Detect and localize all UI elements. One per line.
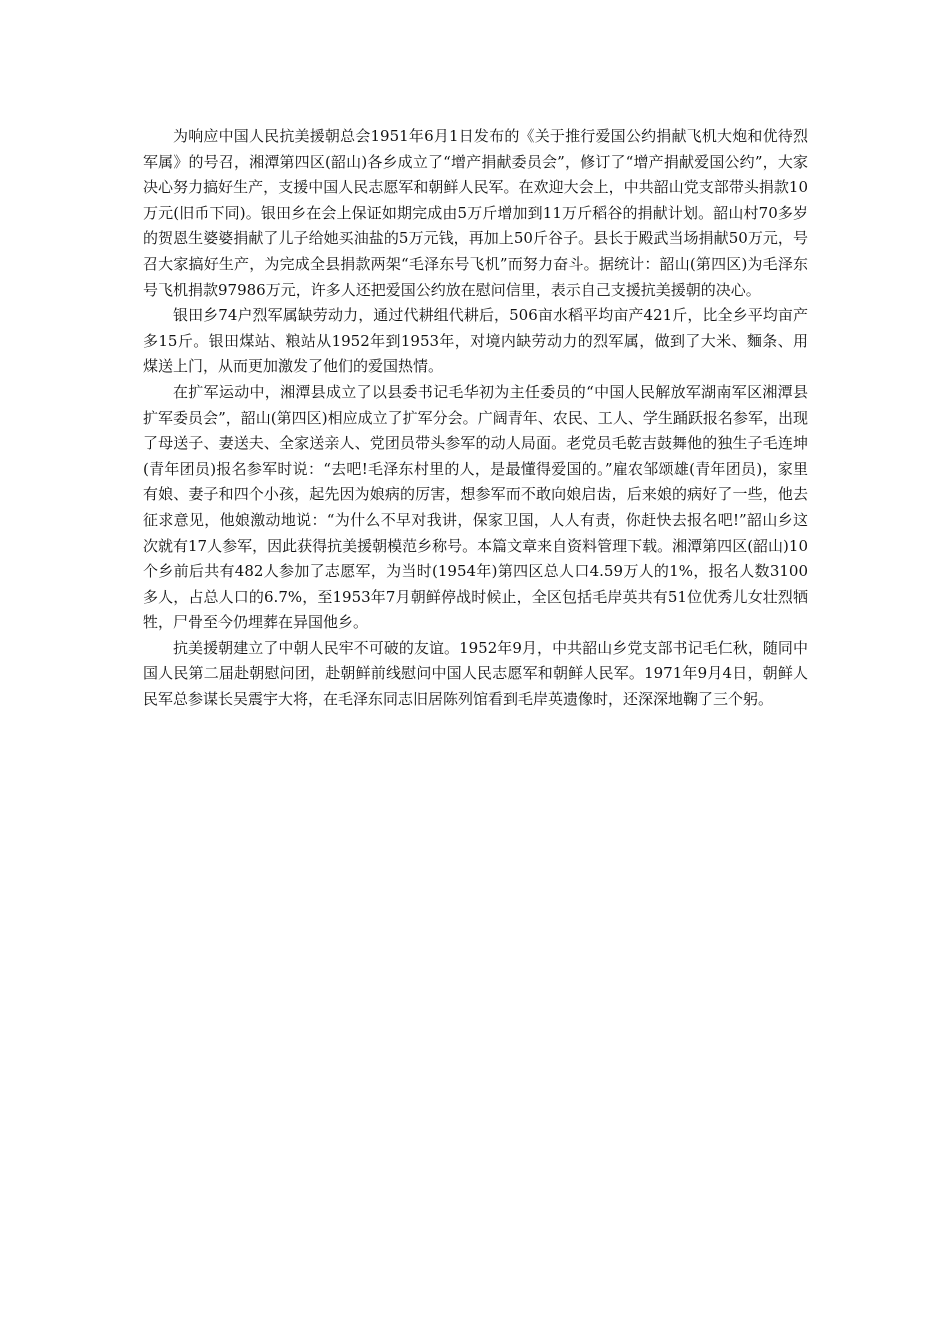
paragraph-friendship: 抗美援朝建立了中朝人民牢不可破的友谊。1952年9月，中共韶山乡党支部书记毛仁秋，随同中国人民第二届赴朝慰问团，赴朝鲜前线慰问中国人民志愿军和朝鲜人民军。1971年9月4日，朝鲜人民军总参谋长吴震宇大将，在毛泽东同志旧居陈列馆看到毛岸英遗像时，还深深地鞠了三个躬。 [143, 638, 808, 709]
paragraph-farming-support: 银田乡74户烈军属缺劳动力，通过代耕组代耕后，506亩水稻平均亩产421斤，比全乡平均亩产多15斤。银田煤站、粮站从1952年到1953年，对境内缺劳动力的烈军属，做到了大米、麵条、用煤送上门，从而更加激发了他们的爱国热情。 [143, 306, 808, 376]
paragraph-donation: 为响应中国人民抗美援朝总会1951年6月1日发布的《关于推行爱国公约捐献飞机大炮和优待烈军属》的号召，湘潭第四区(韶山)各乡成立了“增产捐献委员会”，修订了“增产捐献爱国公约”，大家决心努力搞好生产，支援中国人民志愿军和朝鲜人民军。在欢迎大会上，中共韶山党支部带头捐款10万元(旧币下同)。银田乡在会上保证如期完成由5万斤增加到11万斤稻谷的捐献计划。韶山村70多岁的贺恩生婆婆捐献了儿子给她买油盐的5万元钱，再加上50斤谷子。县长于殿武当场捐献50万元，号召大家搞好生产，为完成全县捐款两架“毛泽东号飞机”而努力奋斗。据统计：韶山(第四区)为毛泽东号飞机捐款97986万元，许多人还把爱国公约放在慰问信里，表示自己支援抗美援朝的决心。 [143, 127, 808, 299]
paragraph-enlistment: 在扩军运动中，湘潭县成立了以县委书记毛华初为主任委员的“中国人民解放军湖南军区湘潭县扩军委员会”，韶山(第四区)相应成立了扩军分会。广阔青年、农民、工人、学生踊跃报名参军，出现了母送子、妻送夫、全家送亲人、党团员带头参军的动人局面。老党员毛乾吉鼓舞他的独生子毛连坤(青年团员)报名参军时说：“去吧!毛泽东村里的人，是最懂得爱国的。”雇农邹颂雄(青年团员)，家里有娘、妻子和四个小孩，起先因为娘病的厉害，想参军而不敢向娘启齿，后来娘的病好了一些，他去征求意见，他娘激动地说：“为什么不早对我讲，保家卫国，人人有责，你赶快去报名吧!”韶山乡这次就有17人参军，因此获得抗美援朝模范乡称号。本篇文章来自资料管理下载。湘潭第四区(韶山)10个乡前后共有482人参加了志愿军，为当时(1954年)第四区总人口4.59万人的1%，报名人数3100多人，占总人口的6.7%，至1953年7月朝鲜停战时候止，全区包括毛岸英共有51位优秀儿女壮烈牺牲，尸骨至今仍埋葬在异国他乡。 [143, 382, 808, 632]
article-body [143, 124, 808, 713]
